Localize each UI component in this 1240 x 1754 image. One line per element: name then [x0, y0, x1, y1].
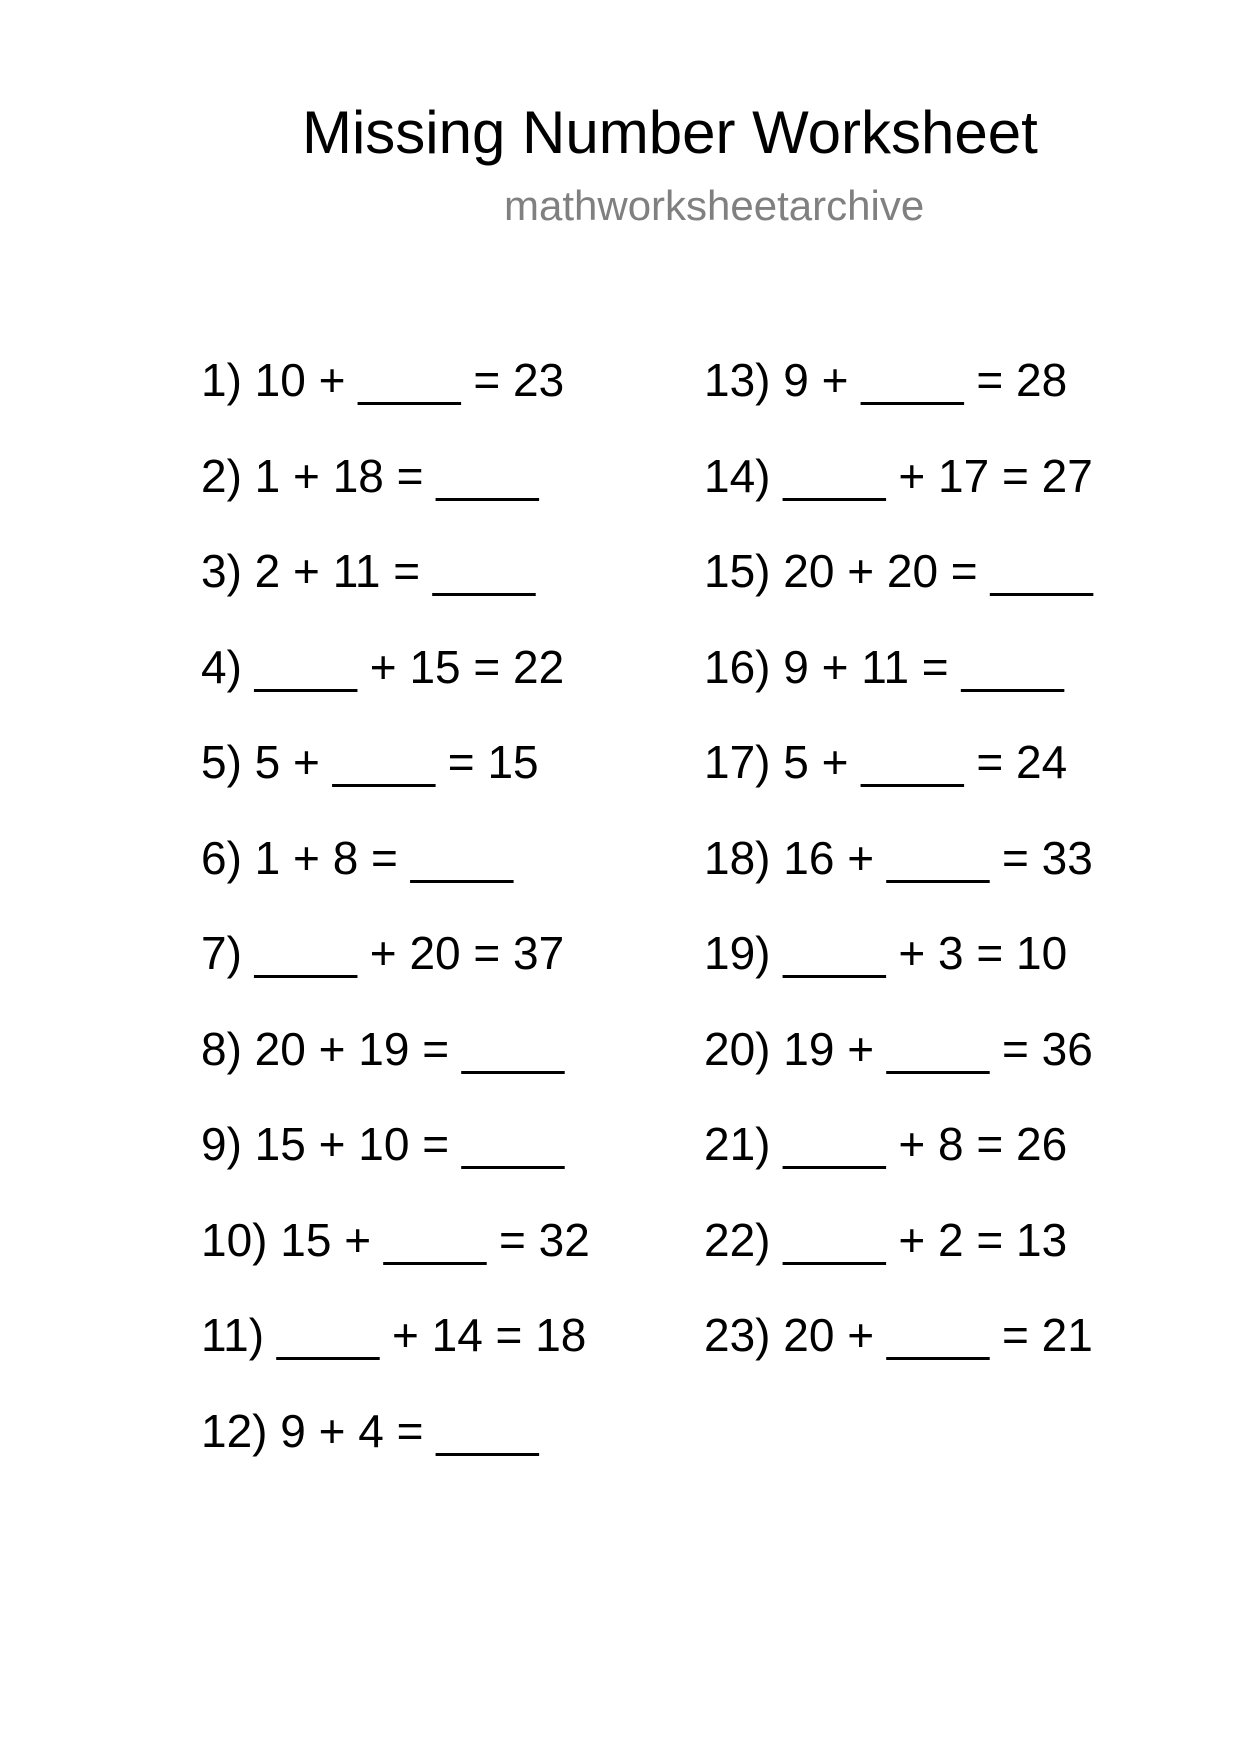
problem-19: 19) ____ + 3 = 10	[704, 927, 1068, 979]
problem-23: 23) 20 + ____ = 21	[704, 1309, 1093, 1361]
problem-11: 11) ____ + 14 = 18	[201, 1309, 587, 1361]
problem-4: 4) ____ + 15 = 22	[201, 640, 565, 693]
problem-15: 15) 20 + 20 = ____	[704, 545, 1093, 597]
problems-column-right	[704, 350, 1093, 1401]
problem-7: 7) ____ + 20 = 37	[201, 927, 565, 979]
problem-6: 6) 1 + 8 = ____	[201, 831, 514, 884]
problem-22: 22) ____ + 2 = 13	[704, 1213, 1068, 1266]
problem-2: 2) 1 + 18 = ____	[201, 449, 539, 502]
problem-13: 13) 9 + ____ = 28	[704, 354, 1068, 406]
problems-column-left	[201, 350, 590, 1496]
problem-9: 9) 15 + 10 = ____	[201, 1118, 565, 1170]
problem-3: 3) 2 + 11 = ____	[201, 545, 536, 597]
problem-12: 12) 9 + 4 = ____	[201, 1404, 539, 1457]
problem-17: 17) 5 + ____ = 24	[704, 736, 1068, 788]
problem-14: 14) ____ + 17 = 27	[704, 449, 1093, 502]
problem-16: 16) 9 + 11 = ____	[704, 640, 1064, 693]
problem-10: 10) 15 + ____ = 32	[201, 1213, 590, 1266]
problem-1: 1) 10 + ____ = 23	[201, 354, 565, 406]
problem-8: 8) 20 + 19 = ____	[201, 1022, 565, 1075]
problem-21: 21) ____ + 8 = 26	[704, 1118, 1068, 1170]
problem-18: 18) 16 + ____ = 33	[704, 831, 1093, 884]
worksheet-title: Missing Number Worksheet	[302, 99, 1038, 166]
problem-20: 20) 19 + ____ = 36	[704, 1022, 1093, 1075]
source-watermark: mathworksheetarchive	[504, 182, 925, 229]
problem-5: 5) 5 + ____ = 15	[201, 736, 539, 788]
